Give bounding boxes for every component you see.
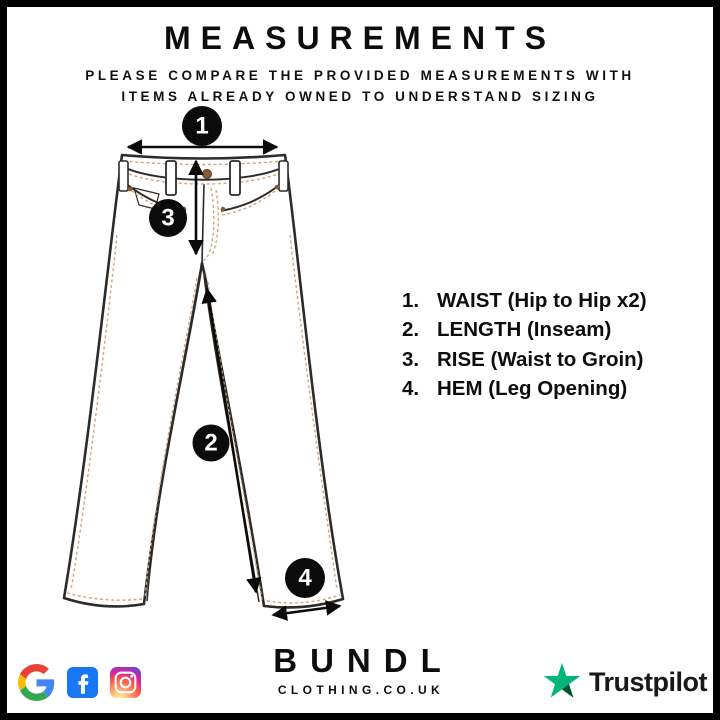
page-title: MEASUREMENTS [163,20,556,56]
jeans-outline [64,155,343,607]
legend-label: LENGTH (Inseam) [437,318,612,342]
marker-2 [193,425,230,462]
legend-label: HEM (Leg Opening) [437,377,628,401]
belt-loop [119,161,128,191]
marker-1 [182,106,222,146]
measurement-legend [402,286,647,404]
trustpilot-wordmark: Trustpilot [589,666,707,697]
jeans-button [203,170,212,179]
brand-name: BUNDL [273,642,454,679]
legend-item-length [402,315,647,344]
marker-4 [285,558,325,598]
trustpilot-star-icon [541,661,583,703]
legend-number: 2. [402,318,420,342]
legend-number: 3. [402,347,420,371]
legend-item-rise [402,345,647,374]
legend-item-hem [402,374,647,403]
svg-text:1: 1 [195,112,209,140]
legend-number: 1. [402,289,420,312]
svg-text:4: 4 [298,564,312,592]
legend-label: RISE (Waist to Groin) [437,347,644,371]
marker-3 [149,199,187,237]
brand-domain: CLOTHING.CO.UK [277,683,445,697]
svg-text:3: 3 [161,204,175,232]
legend-number: 4. [402,377,420,401]
subtitle-line-1: PLEASE COMPARE THE PROVIDED MEASUREMENTS WITH [85,68,635,83]
rivet [275,185,280,190]
trustpilot-logo [541,661,707,703]
belt-loop [166,161,176,195]
rivet [128,187,133,192]
legend-label: WAIST (Hip to Hip x2) [437,289,647,312]
legend-item-waist [402,286,647,315]
belt-loop [279,161,288,191]
rivet [221,207,226,212]
belt-loop [230,161,240,195]
svg-text:2: 2 [204,429,218,457]
subtitle-line-2: ITEMS ALREADY OWNED TO UNDERSTAND SIZING [121,89,599,104]
